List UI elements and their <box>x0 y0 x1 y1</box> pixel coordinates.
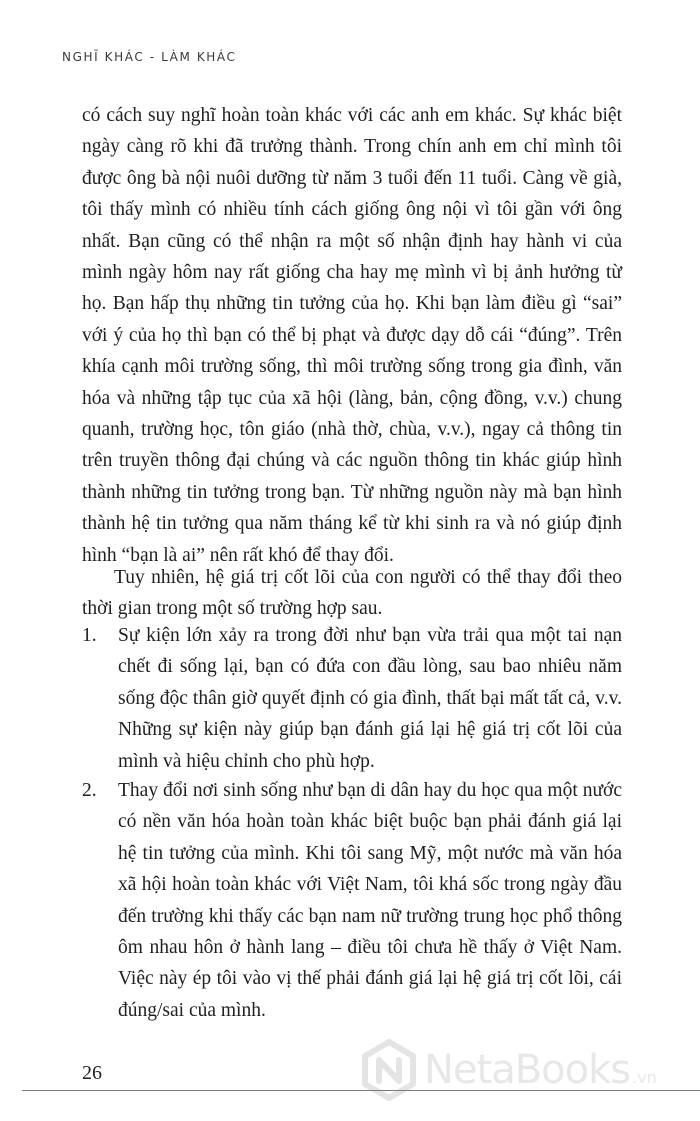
list-item <box>82 620 622 777</box>
list-item-number: 2. <box>82 780 97 801</box>
watermark-brand <box>424 1047 657 1093</box>
paragraph-2: Tuy nhiên, hệ giá trị cốt lõi của con người có thể thay đổi theo thời gian trong một số trường hợp sau. <box>82 567 622 620</box>
bottom-rule <box>22 1090 700 1091</box>
watermark-suffix: .vn <box>632 1068 657 1087</box>
watermark-brand-name: NetaBooks <box>424 1047 631 1093</box>
list-item-text: Thay đổi nơi sinh sống như bạn di dân hay du học qua một nước có nền văn hóa hoàn toàn khác biệt buộc bạn phải đánh giá lại hệ tin tưởng của mình. Khi tôi sang Mỹ, một nước mà văn hóa xã hội hoàn toàn khác với Việt Nam, tôi khá sốc trong ngày đầu đến trường khi thấy các bạn nam nữ trường trung học phổ thông ôm nhau hôn ở hành lang – điều tôi chưa hề thấy ở Việt Nam. Việc này ép tôi vào vị thế phải đánh giá lại hệ giá trị cốt lõi, cái đúng/sai của mình. <box>118 780 622 1021</box>
watermark <box>358 1040 657 1100</box>
page-number: 26 <box>82 1062 102 1084</box>
list-item <box>82 775 622 1026</box>
running-header: NGHĨ KHÁC - LÀM KHÁC <box>62 50 237 64</box>
list-item-number: 1. <box>82 625 97 646</box>
paragraph-1: có cách suy nghĩ hoàn toàn khác với các anh em khác. Sự khác biệt ngày càng rõ khi đã trưởng thành. Trong chín anh em chỉ mình tôi được ông bà nội nuôi dưỡng từ năm 3 tuổi đến 11 tuổi. Càng về già, tôi thấy mình có nhiều tính cách giống ông nội vì tôi gần với ông nhất. Bạn cũng có thể nhận ra một số nhận định hay hành vi của mình ngày hôm nay rất giống cha hay mẹ mình vì bị ảnh hưởng từ họ. Bạn hấp thụ những tin tưởng của họ. Khi bạn làm điều gì “sai” với ý của họ thì bạn có thể bị phạt và được dạy dỗ cái “đúng”. Trên khía cạnh môi trường sống, thì môi trường sống trong gia đình, văn hóa và những tập tục của xã hội (làng, bản, cộng đồng, v.v.) chung quanh, trường học, tôn giáo (nhà thờ, chùa, v.v.), ngay cả thông tin trên truyền thông đại chúng và các nguồn thông tin khác giúp hình thành những tin tưởng trong bạn. Từ những nguồn này mà bạn hình thành hệ tin tưởng qua năm tháng kể từ khi sinh ra và nó giúp định hình “bạn là ai” nên rất khó để thay đổi. <box>82 105 622 566</box>
list-item-text: Sự kiện lớn xảy ra trong đời như bạn vừa trải qua một tai nạn chết đi sống lại, bạn có đứa con đầu lòng, sau bao nhiêu năm sống độc thân giờ quyết định có gia đình, thất bại mất tất cả, v.v. Những sự kiện này giúp bạn đánh giá lại hệ giá trị cốt lõi của mình và hiệu chỉnh cho phù hợp. <box>118 625 622 772</box>
netabooks-logo-icon <box>358 1039 420 1101</box>
